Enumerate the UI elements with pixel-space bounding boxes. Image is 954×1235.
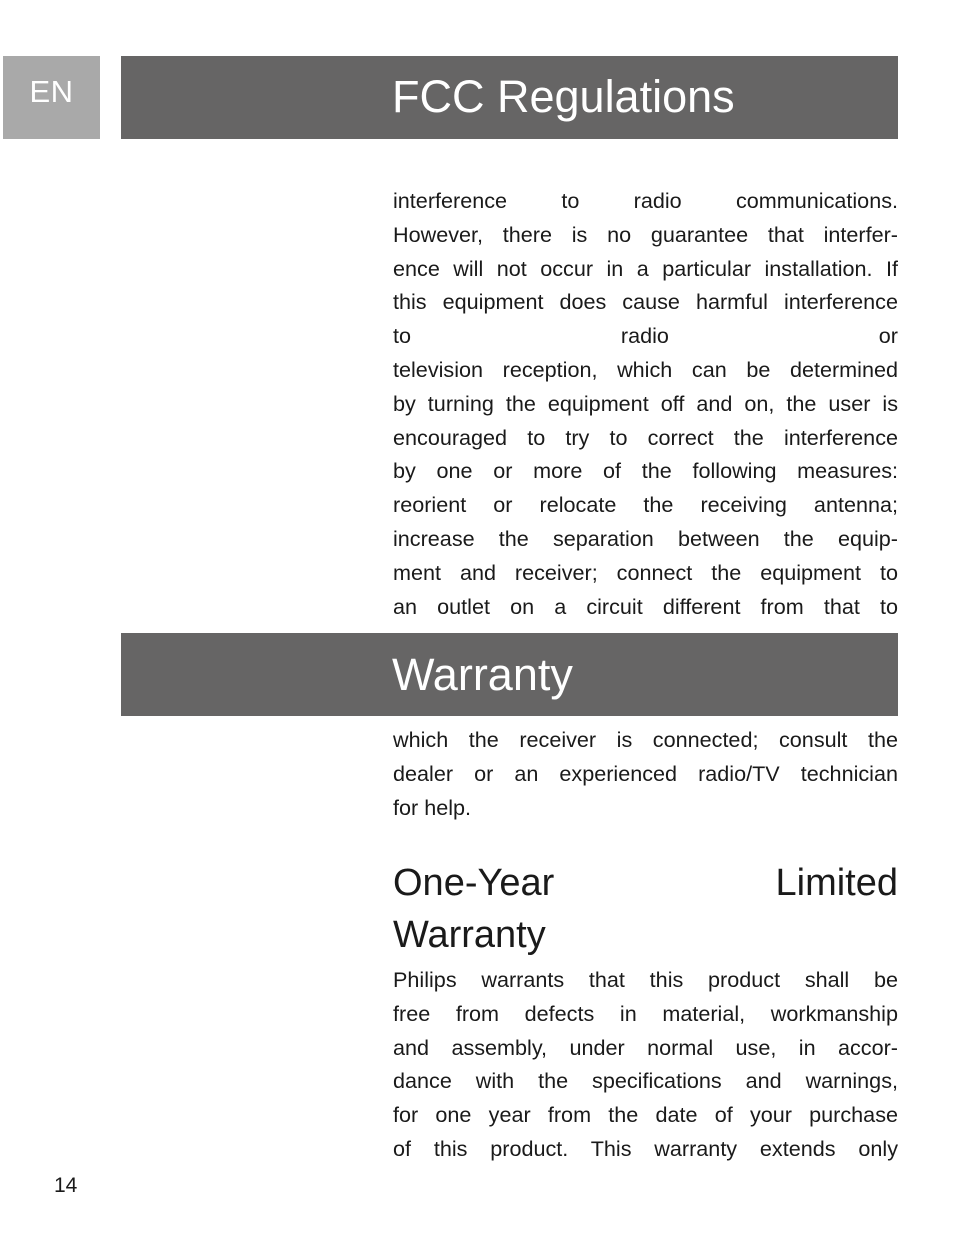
text-line: increase the separation between the equip- <box>393 525 898 551</box>
text-line: for one year from the date of your purchase <box>393 1102 898 1128</box>
text-line: reorient or relocate the receiving antenna; <box>393 492 898 518</box>
section-title-warranty: Warranty <box>392 649 573 700</box>
text-line: encouraged to try to correct the interference <box>393 424 898 450</box>
fcc-paragraph <box>393 184 898 623</box>
text-line: However, there is no guarantee that interfer- <box>393 221 898 247</box>
text-line: Philips warrants that this product shall be <box>393 967 898 992</box>
warranty-continuation-paragraph <box>393 723 898 824</box>
section-header-warranty <box>121 633 898 716</box>
text-line: television reception, which can be determined <box>393 356 898 382</box>
text-line: for help. <box>393 794 472 820</box>
text-line: dealer or an experienced radio/TV technician <box>393 760 898 786</box>
section-header-fcc <box>121 56 898 139</box>
text-line: an outlet on a circuit different from that to <box>393 593 898 619</box>
text-line: free from defects in material, workmanship <box>393 1000 898 1026</box>
subheading-line: Warranty <box>393 914 546 956</box>
text-line: by one or more of the following measures: <box>393 458 898 484</box>
text-line: dance with the specifications and warnings, <box>393 1068 898 1094</box>
warranty-body-paragraph <box>393 963 898 1166</box>
text-line: by turning the equipment off and on, the user is <box>393 390 898 416</box>
page-number: 14 <box>54 1174 78 1197</box>
text-line: this equipment does cause harmful interference <box>393 289 898 315</box>
text-line: ment and receiver; connect the equipment to <box>393 559 898 585</box>
text-line: to radio or <box>393 323 898 349</box>
subheading-line: One-Year Limited <box>393 862 898 904</box>
subheading-one-year-limited-warranty <box>393 857 898 961</box>
text-line: and assembly, under normal use, in accor- <box>393 1034 898 1060</box>
text-line: interference to radio communications. <box>393 188 898 213</box>
text-line: of this product. This warranty extends only <box>393 1135 898 1161</box>
language-tab: EN <box>3 56 100 139</box>
section-title-fcc: FCC Regulations <box>392 71 735 122</box>
text-line: ence will not occur in a particular installation. If <box>393 255 898 281</box>
text-line: which the receiver is connected; consult the <box>393 727 898 752</box>
